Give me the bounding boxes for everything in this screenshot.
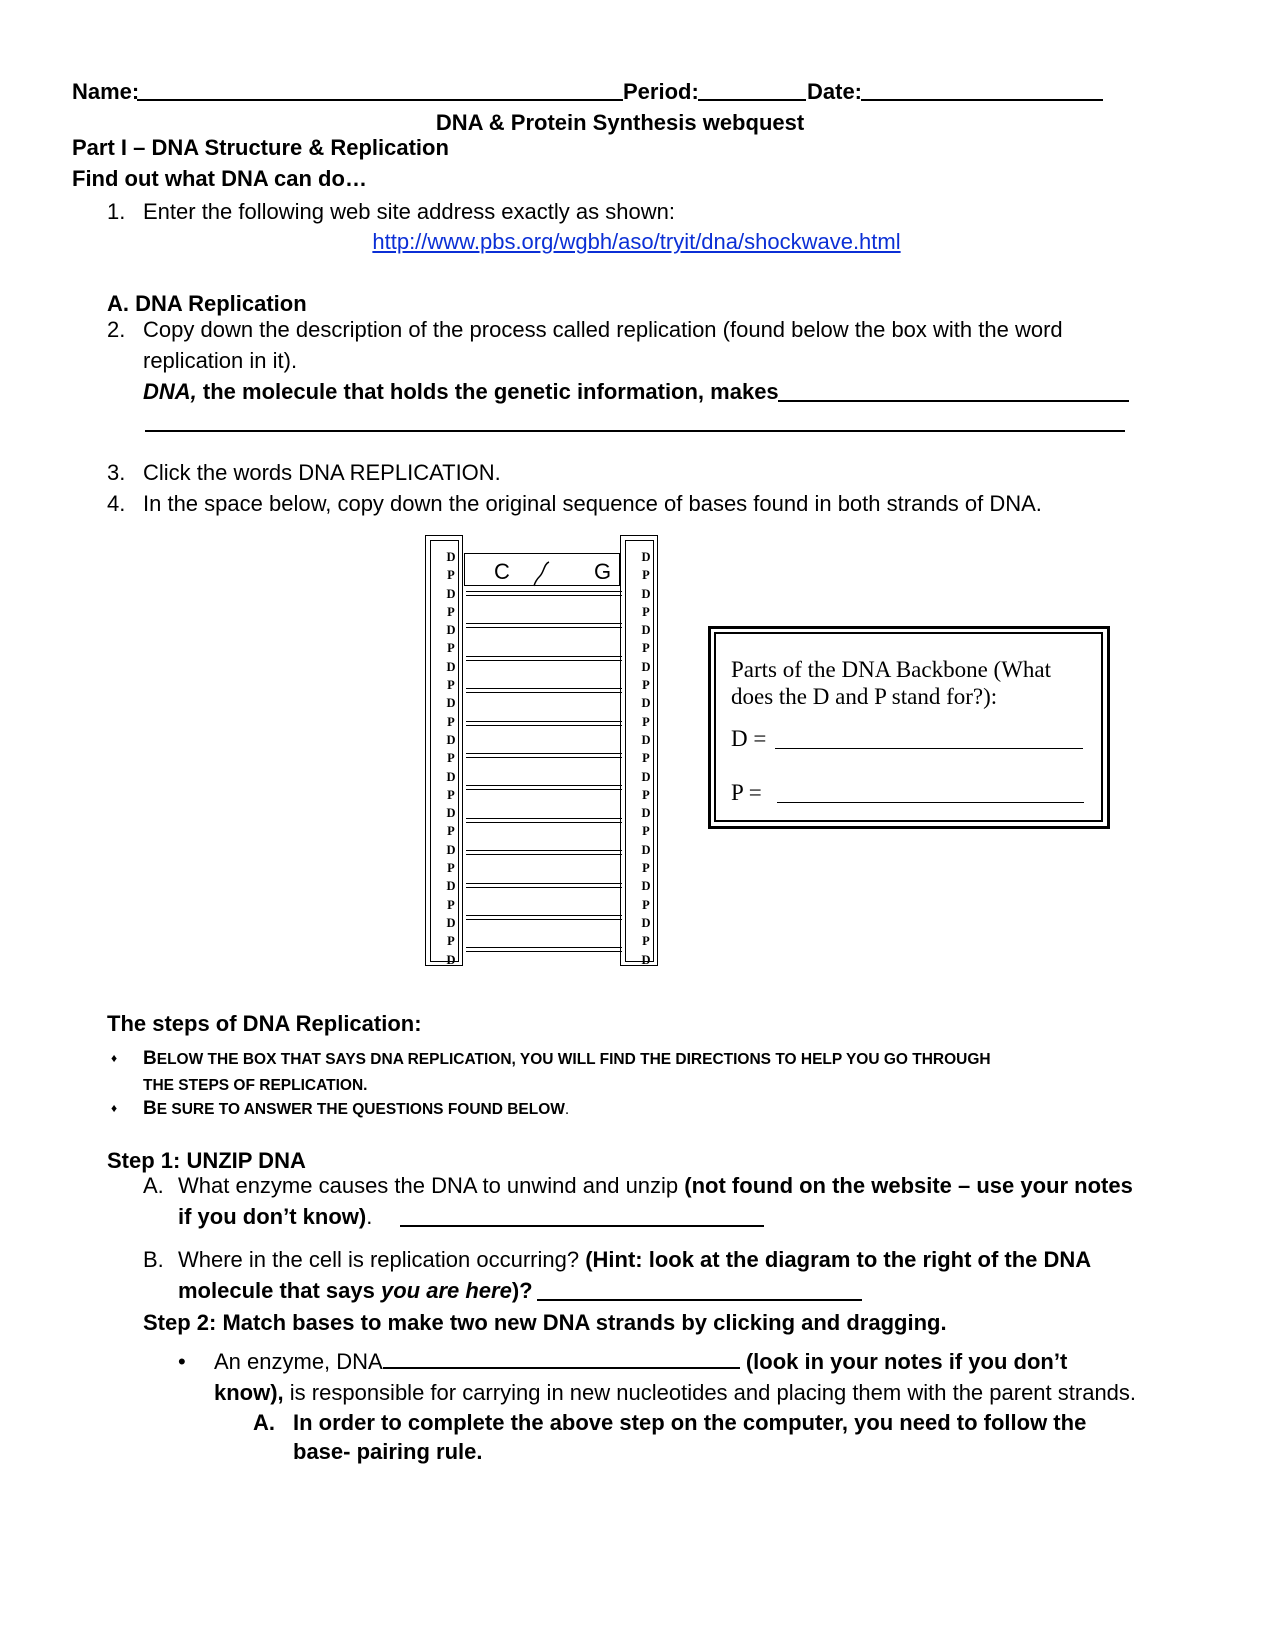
ladder-rung	[466, 591, 622, 596]
right-strand-letter: P	[642, 714, 650, 729]
steps-heading: The steps of DNA Replication:	[107, 1011, 422, 1036]
q1-number: 1.	[107, 199, 126, 224]
right-strand-letters	[637, 548, 655, 969]
step1-a-line2-bold: if you don’t know)	[178, 1204, 367, 1229]
step2-a-line2: base- pairing rule.	[293, 1439, 483, 1464]
step1-a-hint: (not found on the website – use your notes	[684, 1173, 1133, 1198]
steps-bullet2-rest: E SURE TO ANSWER THE QUESTIONS FOUND BELOW	[156, 1101, 565, 1118]
step2-heading: Step 2: Match bases to make two new DNA strands by clicking and dragging.	[143, 1310, 947, 1335]
step1-b-label: B.	[143, 1247, 164, 1272]
right-strand-letter: D	[641, 732, 651, 747]
step1-b-hint: (Hint: look at the diagram to the right of the DNA	[585, 1247, 1092, 1272]
step1-b-line2	[178, 1278, 533, 1304]
step2-a-line1: In order to complete the above step on the computer, you need to follow the	[293, 1410, 1087, 1435]
right-strand-letter: D	[641, 623, 651, 638]
ladder-rung	[466, 818, 622, 823]
ladder-rung	[466, 785, 622, 790]
step2-line1	[214, 1349, 1067, 1375]
step2-line2	[214, 1380, 1136, 1406]
left-strand-letter: P	[447, 897, 455, 912]
right-strand-letter: P	[642, 641, 650, 656]
left-strand-letter: P	[447, 824, 455, 839]
base-g-label: G	[594, 559, 612, 584]
q2-answer-blank-2[interactable]	[145, 430, 1125, 432]
right-strand-letter: D	[641, 879, 651, 894]
right-strand-letter: D	[641, 769, 651, 784]
left-strand-letter: D	[446, 952, 456, 967]
right-strand-letter: D	[641, 806, 651, 821]
steps-bullet2	[143, 1098, 569, 1120]
part1-subheading: Find out what DNA can do…	[72, 166, 367, 191]
section-a-heading: A. DNA Replication	[107, 291, 307, 316]
ladder-rung	[466, 721, 622, 726]
q3-text: Click the words DNA REPLICATION.	[143, 460, 501, 485]
step1-a-answer-blank[interactable]	[400, 1225, 764, 1227]
step1-b-line2-b: )?	[511, 1278, 533, 1303]
period-blank[interactable]	[698, 99, 806, 101]
steps-bullet1-line1	[143, 1048, 991, 1070]
step2-enzyme-blank[interactable]	[383, 1349, 740, 1369]
ladder-rung	[466, 656, 622, 661]
left-strand-letter: D	[446, 696, 456, 711]
part1-heading: Part I – DNA Structure & Replication	[72, 135, 449, 160]
backbone-question-line1: Parts of the DNA Backbone (What	[731, 657, 1052, 682]
right-strand-letter: P	[642, 787, 650, 802]
right-strand-letter: P	[642, 751, 650, 766]
q2-text-line2: replication in it).	[143, 348, 298, 373]
right-strand-letter: D	[641, 842, 651, 857]
steps-bullet2-end: .	[564, 1101, 570, 1118]
step1-a-question: What enzyme causes the DNA to unwind and unzip	[178, 1173, 685, 1198]
step2-a-label: A.	[253, 1410, 275, 1435]
left-strand-letter: P	[447, 787, 455, 802]
q2-answer-blank-1[interactable]	[778, 400, 1129, 402]
q1-text: Enter the following web site address exactly as shown:	[143, 199, 675, 224]
q2-prompt-dna: DNA,	[143, 379, 197, 404]
left-strand-letter: D	[446, 586, 456, 601]
left-strand-letter: D	[446, 550, 456, 564]
left-strand-letter: P	[447, 751, 455, 766]
ladder-rung	[466, 753, 622, 758]
ladder-rung	[466, 915, 622, 920]
left-strand-letter: D	[446, 879, 456, 894]
left-strand-letter: P	[447, 604, 455, 619]
steps-bullet2-cap: B	[143, 1098, 157, 1119]
left-strand-letters	[442, 548, 460, 969]
bullet-diamond-icon: ♦	[111, 1101, 118, 1115]
steps-bullet1-cap: B	[143, 1048, 157, 1069]
step2-line2-text: is responsible for carrying in new nucleotides and placing them with the parent strands.	[283, 1380, 1137, 1405]
steps-bullet1-line2-text: THE STEPS OF REPLICATION.	[143, 1077, 368, 1094]
left-strand-letter: D	[446, 732, 456, 747]
d-equals-label: D =	[731, 726, 767, 751]
right-strand-letter: P	[642, 604, 650, 619]
left-strand-letter: D	[446, 659, 456, 674]
steps-bullet1-line2	[143, 1074, 367, 1096]
backbone-question-line2: does the D and P stand for?):	[731, 684, 998, 709]
date-blank[interactable]	[861, 99, 1103, 101]
step1-b-answer-blank[interactable]	[537, 1299, 862, 1301]
step2-line1-bold: (look in your notes if you don’t	[739, 1349, 1068, 1374]
right-strand-letter: D	[641, 586, 651, 601]
right-strand-letter: P	[642, 861, 650, 876]
p-answer-blank[interactable]	[777, 802, 1084, 803]
left-strand-letter: P	[447, 678, 455, 693]
ladder-rung	[466, 688, 622, 693]
ladder-rung	[466, 883, 622, 888]
step2-line1-text: An enzyme, DNA	[214, 1349, 383, 1374]
step1-b-question: Where in the cell is replication occurring?	[178, 1247, 586, 1272]
right-strand-letter: D	[641, 696, 651, 711]
left-strand-letter: D	[446, 623, 456, 638]
right-strand-letter: D	[641, 952, 651, 967]
q2-prompt-rest: the molecule that holds the genetic information, makes	[196, 379, 779, 404]
left-strand-letter: P	[447, 714, 455, 729]
q2-number: 2.	[107, 317, 126, 342]
left-strand-letter: P	[447, 641, 455, 656]
step1-b-text	[178, 1247, 1091, 1273]
bullet-diamond-icon: ♦	[111, 1051, 118, 1065]
website-link[interactable]: http://www.pbs.org/wgbh/aso/tryit/dna/shockwave.html	[372, 229, 901, 254]
q3-number: 3.	[107, 460, 126, 485]
left-strand-letter: D	[446, 842, 456, 857]
p-equals-label: P =	[731, 780, 762, 805]
left-strand-letter: D	[446, 915, 456, 930]
step1-a-label: A.	[143, 1173, 164, 1198]
right-strand-letter: D	[641, 550, 651, 564]
q2-prompt	[143, 379, 779, 405]
left-strand-letter: P	[447, 568, 455, 583]
left-strand-letter: D	[446, 806, 456, 821]
page-title: DNA & Protein Synthesis webquest	[435, 110, 805, 135]
ladder-rung	[466, 623, 622, 628]
right-strand-letter: P	[642, 678, 650, 693]
step1-b-line2-a: molecule that says	[178, 1278, 381, 1303]
right-strand-letter: P	[642, 824, 650, 839]
left-strand-letter: P	[447, 934, 455, 949]
base-c-label: C	[494, 559, 510, 584]
period-label: Period:	[623, 79, 699, 104]
left-strand-letter: D	[446, 769, 456, 784]
ladder-rung	[466, 947, 622, 952]
ladder-rung	[466, 850, 622, 855]
left-strand-letter: P	[447, 861, 455, 876]
steps-bullet1-rest: ELOW THE BOX THAT SAYS DNA REPLICATION, YOU WILL FIND THE DIRECTIONS TO HELP YOU GO THROUGH	[156, 1051, 991, 1068]
q4-text: In the space below, copy down the original sequence of bases found in both strands of DNA.	[143, 491, 1042, 516]
step1-b-line2-italic: you are here	[380, 1278, 512, 1303]
step1-a-line2	[178, 1204, 372, 1230]
q4-number: 4.	[107, 491, 126, 516]
right-strand-letter: D	[641, 659, 651, 674]
right-strand-letter: P	[642, 934, 650, 949]
step2-line2-bold: know),	[214, 1380, 284, 1405]
right-strand-letter: P	[642, 897, 650, 912]
step1-heading: Step 1: UNZIP DNA	[107, 1148, 306, 1173]
step1-a-text	[178, 1173, 1133, 1199]
step2-bullet-icon: •	[178, 1349, 186, 1374]
d-answer-blank[interactable]	[775, 748, 1083, 749]
name-blank[interactable]	[137, 99, 623, 101]
right-strand-letter: P	[642, 568, 650, 583]
q2-text-line1: Copy down the description of the process called replication (found below the box with the word	[143, 317, 1063, 342]
step1-a-line2-end: .	[366, 1204, 373, 1229]
right-strand-letter: D	[641, 915, 651, 930]
date-label: Date:	[807, 79, 863, 104]
hydrogen-bond-icon	[530, 560, 554, 588]
name-label: Name:	[72, 79, 140, 104]
